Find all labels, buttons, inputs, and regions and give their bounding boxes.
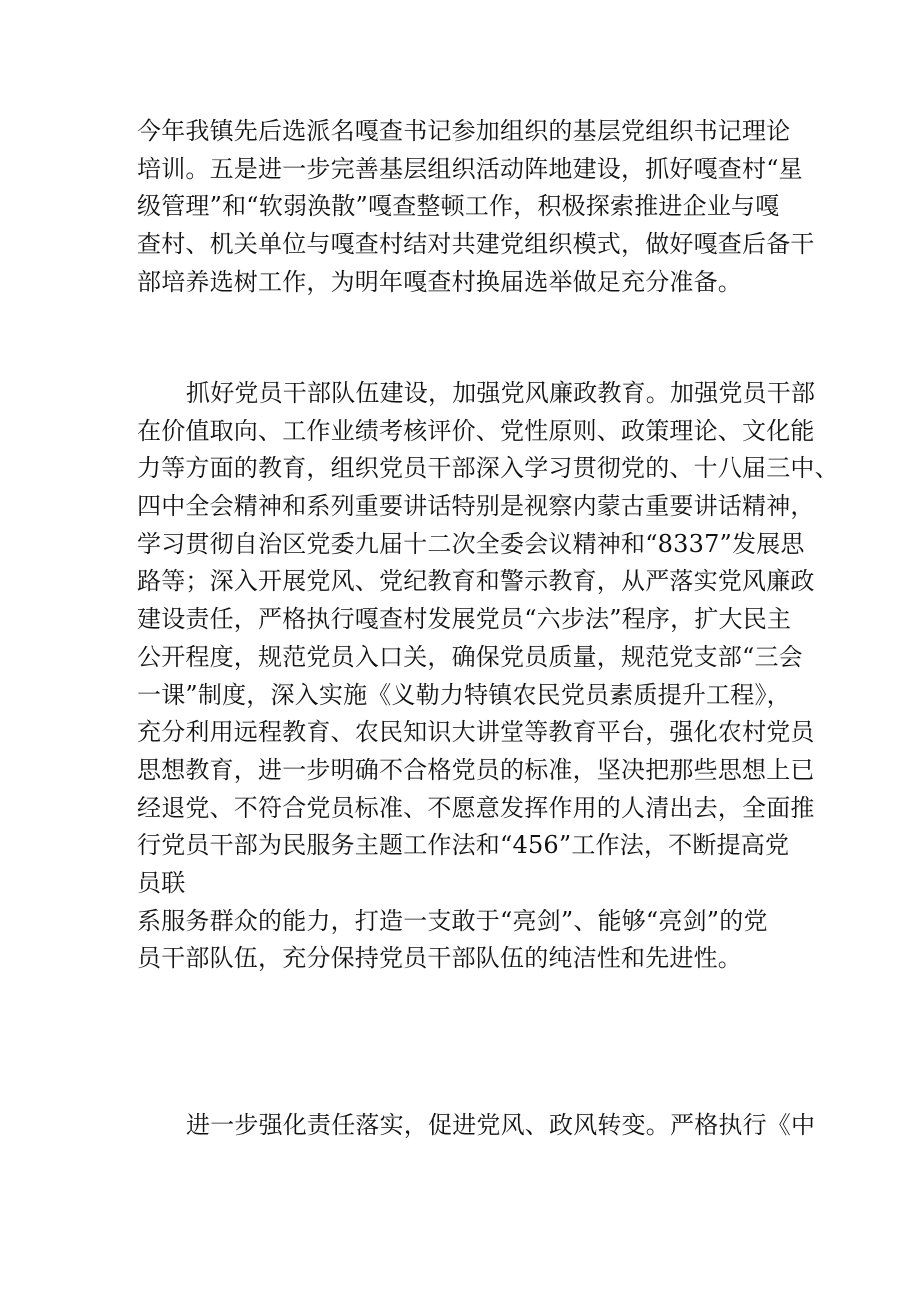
text-line: 建设责任，严格执行嘎查村发展党员“六步法”程序，扩大民主 [137,605,792,634]
text-line: 四中全会精神和系列重要讲话特别是视察内蒙古重要讲话精神， [137,492,815,521]
text-line: 一课”制度，深入实施《义勒力特镇农民党员素质提升工程》， [137,680,791,709]
text-line: 抓好党员干部队伍建设，加强党风廉政教育。加强党员干部 [186,379,816,407]
text-line: 部培养选树工作，为明年嘎查村换届选举做足充分准备。 [137,267,742,296]
text-line: 学习贯彻自治区党委九届十二次全委会议精神和“8337”发展思 [137,529,805,558]
text-line: 公开程度，规范党员入口关，确保党员质量，规范党支部“三会 [137,642,803,671]
text-line: 员联 [137,868,186,897]
paragraph-1 [137,113,815,301]
text-line: 思想教育，进一步明确不合格党员的标准，坚决把那些思想上已 [137,755,815,784]
text-line: 员干部队伍，充分保持党员干部队伍的纯洁性和先进性。 [137,944,742,973]
text-line: 查村、机关单位与嘎查村结对共建党组织模式，做好嘎查后备干 [137,230,815,259]
text-line: 路等；深入开展党风、党纪教育和警示教育，从严落实党风廉政 [137,567,815,596]
text-line: 在价值取向、工作业绩考核评价、党性原则、政策理论、文化能 [137,416,815,445]
text-line: 进一步强化责任落实，促进党风、政风转变。严格执行《中 [186,1111,816,1139]
paragraph-3 [137,1107,816,1145]
text-line: 今年我镇先后选派名嘎查书记参加组织的基层党组织书记理论 [137,117,791,145]
text-line: 经退党、不符合党员标准、不愿意发挥作用的人清出去，全面推 [137,793,815,822]
text-line: 培训。五是进一步完善基层组织活动阵地建设，抓好嘎查村“星 [137,154,803,183]
text-line: 级管理”和“软弱涣散”嘎查整顿工作，积极探索推进企业与嘎 [137,192,780,221]
text-line: 力等方面的教育，组织党员干部深入学习贯彻党的、十八届三中、 [137,454,839,483]
text-line: 充分利用远程教育、农民知识大讲堂等教育平台，强化农村党员 [137,718,815,747]
paragraph-2 [137,375,839,978]
text-line: 系服务群众的能力，打造一支敢于“亮剑”、能够“亮剑”的党 [137,906,768,935]
text-line: 行党员干部为民服务主题工作法和“456”工作法，不断提高党 [137,831,790,860]
